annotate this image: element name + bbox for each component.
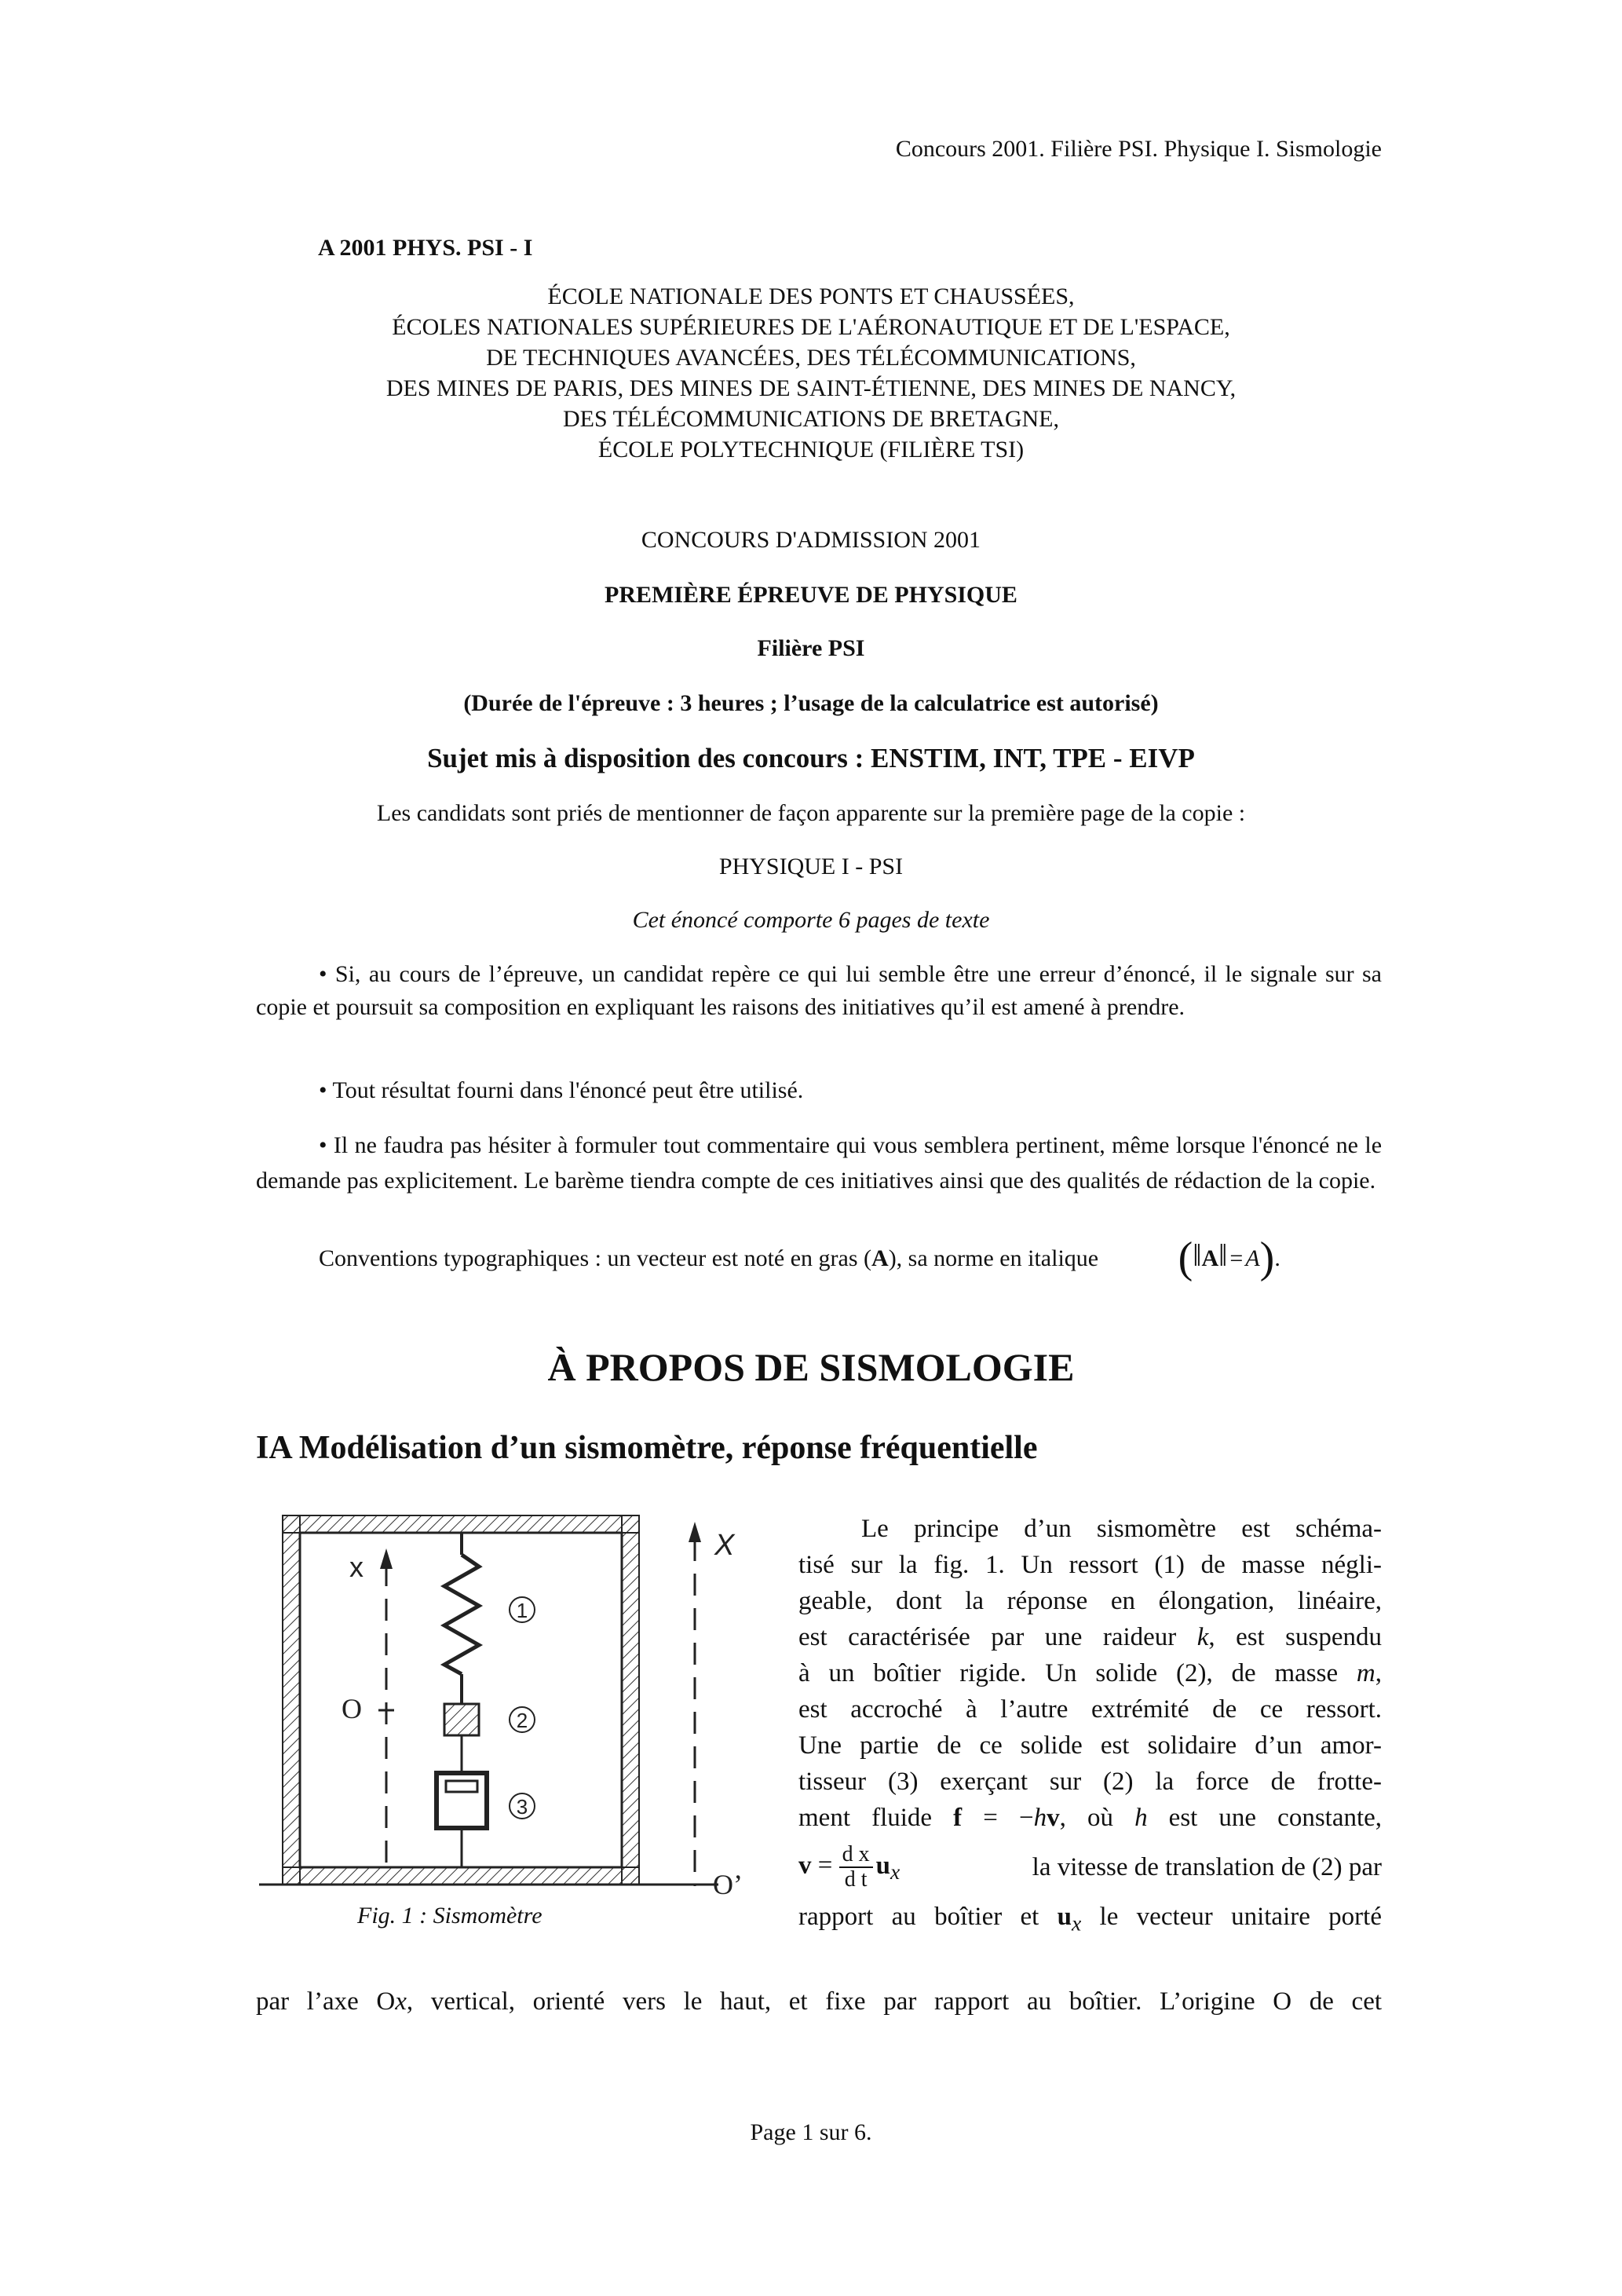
body-line: rapport au boîtier et $u_x$ le vecteur unitaire porté [798,1903,1382,1936]
conv-bold-a: A [871,1245,889,1271]
conv-text: Conventions typographiques : un vecteur est noté en gras ( [319,1245,872,1271]
svg-text:3: 3 [516,1795,528,1819]
body-line: est accroché à l’autre extrémité de ce ressort. [798,1695,1382,1724]
body-line: à un boîtier rigide. Un solide (2), de masse m, [798,1659,1383,1687]
body-line: Une partie de ce solide est solidaire d’un amor- [798,1731,1382,1760]
figure-caption: Fig. 1 : Sismomètre [357,1903,542,1929]
instruction-1 [256,958,1382,1024]
label-x: x [349,1551,363,1583]
body-line: Le principe d’un sismomètre est schéma- [861,1515,1382,1543]
norm-vector: A [1201,1245,1219,1271]
body-line: est caractérisée par une raideur k, est suspendu [798,1623,1382,1651]
label-o-prime: O’ [713,1869,743,1900]
mass-block [444,1704,479,1735]
section-heading: IA Modélisation d’un sismomètre, réponse fréquentielle [256,1430,1038,1466]
bullet: • [319,1132,327,1158]
instruction-3-text: Il ne faudra pas hésiter à formuler tout commentaire qui vous semblera pertinent, même lorsque l'énoncé ne le demande pas explicitement. Le barème tiendra compte de ces initiatives ainsi que des qualités de rédaction de la copie. [256,1132,1383,1194]
body-line: tisseur (3) exerçant sur (2) la force de frotte- [798,1768,1382,1796]
velocity-formula: v = $\frac{\text{d x}}{\text{d t}}$ $u_x$ [798,1842,901,1892]
school-line: DE TECHNIQUES AVANCÉES, DES TÉLÉCOMMUNICATIONS, [486,345,1136,371]
norm-formula: (‖A‖ = A) [1178,1234,1275,1282]
bullet: • [319,961,327,987]
norm-scalar: A [1245,1245,1260,1271]
conv-end: . [1274,1245,1280,1271]
school-line: ÉCOLE NATIONALE DES PONTS ET CHAUSSÉES, [547,283,1075,309]
mention-line: PHYSIQUE I - PSI [718,854,904,879]
sujet-line: Sujet mis à disposition des concours : ENSTIM, INT, TPE - EIVP [427,743,1195,773]
body-column [798,1511,1382,1942]
school-line: DES TÉLÉCOMMUNICATIONS DE BRETAGNE, [562,406,1060,432]
body-last-line: par l’axe Ox, vertical, orienté vers le haut, et fixe par rapport au boîtier. L’origine O de cet [256,1987,1383,2016]
epreuve-title: PREMIÈRE ÉPREUVE DE PHYSIQUE [605,582,1017,608]
svg-text:2: 2 [516,1709,528,1732]
concours-line: CONCOURS D'ADMISSION 2001 [641,527,981,553]
bullet: • [319,1077,327,1103]
body-line: tisé sur la fig. 1. Un ressort (1) de masse négli- [798,1551,1382,1579]
instruction-2 [256,1074,1382,1107]
body-line: ment fluide f = −hv, où h est une constante, [798,1804,1383,1832]
conv-mid: ), sa norme en italique [888,1245,1099,1271]
body-line: geable, dont la réponse en élongation, linéaire, [798,1587,1382,1615]
svg-text:1: 1 [516,1599,528,1622]
seismometer-figure [251,1508,769,1916]
main-title: À PROPOS DE SISMOLOGIE [547,1345,1075,1389]
page-footer: Page 1 sur 6. [750,2119,872,2145]
velocity-line [798,1836,1382,1899]
instruction-3 [256,1128,1382,1198]
instruction-1-text: Si, au cours de l’épreuve, un candidat repère ce qui lui semble être une erreur d’énoncé, il le signale sur sa copie et poursuit sa composition en expliquant les raisons des initiatives qu’il est amené à prendre. [256,961,1382,1020]
school-line: ÉCOLES NATIONALES SUPÉRIEURES DE L'AÉRONAUTIQUE ET DE L'ESPACE, [392,314,1230,340]
filiere-line: Filière PSI [757,635,865,661]
duree-line: (Durée de l'épreuve : 3 heures ; l’usage de la calculatrice est autorisé) [463,690,1159,716]
school-line: ÉCOLE POLYTECHNIQUE (FILIÈRE TSI) [597,437,1025,462]
norm-eq: = [1229,1245,1244,1271]
body-line: la vitesse de translation de (2) par [1032,1853,1382,1881]
label-number-2 [510,1707,535,1732]
exam-code: A 2001 PHYS. PSI - I [318,235,533,261]
pages-note: Cet énoncé comporte 6 pages de texte [632,907,990,933]
X-axis [687,1522,703,1886]
conventions-line [256,1234,1382,1282]
derivative-fraction: $\frac{\text{d x}}{\text{d t}}$ [839,1843,873,1892]
label-o: O [342,1693,362,1724]
mention-intro: Les candidats sont priés de mentionner de façon apparente sur la première page de la copie : [376,800,1246,826]
label-number-3 [510,1793,535,1819]
label-X: X [714,1529,735,1562]
instruction-2-text: Tout résultat fourni dans l'énoncé peut être utilisé. [332,1077,804,1103]
running-title: Concours 2001. Filière PSI. Physique I. Sismologie [895,136,1382,162]
schools-block [0,281,1622,465]
label-number-1 [510,1597,535,1622]
school-line: DES MINES DE PARIS, DES MINES DE SAINT-ÉTIENNE, DES MINES DE NANCY, [385,375,1237,401]
